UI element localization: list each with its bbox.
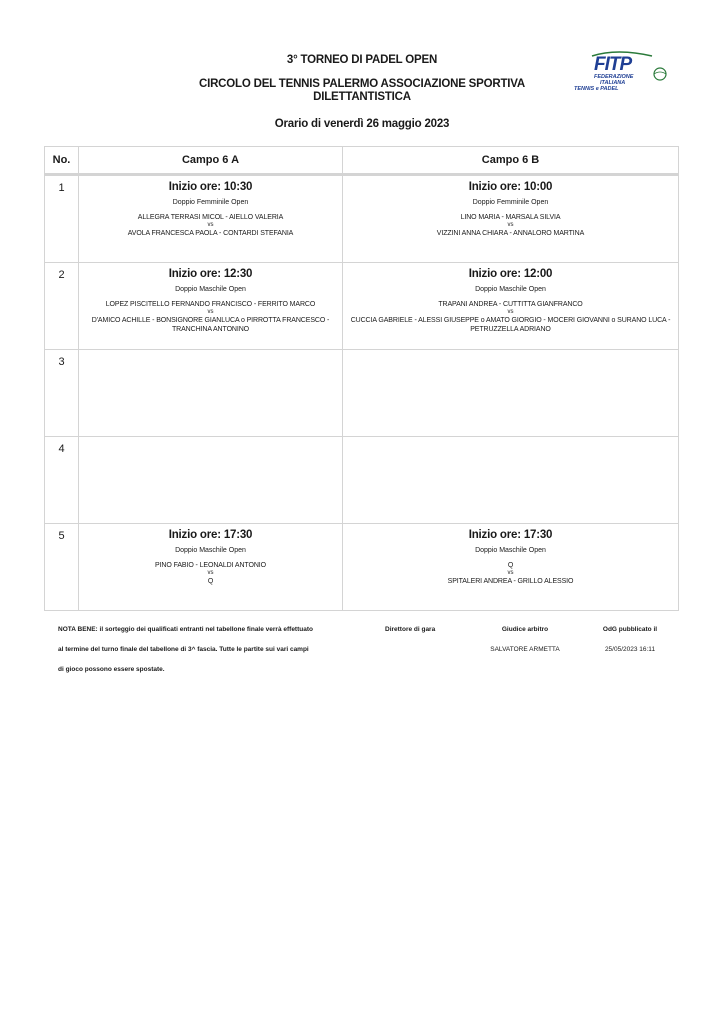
nota-line-2: al termine del turno finale del tabellone di 3^ fascia. Tutte le partite sui vari campi <box>58 646 309 653</box>
match-cell-court-b <box>343 175 679 263</box>
match-cell-court-b <box>343 350 679 437</box>
match-cell-court-a <box>79 175 343 263</box>
logo-sub2: ITALIANA <box>600 80 626 86</box>
match-category: Doppio Maschile Open <box>475 547 546 554</box>
header-court-b: Campo 6 B <box>343 147 679 175</box>
nota-bene <box>58 620 358 680</box>
versus: vs <box>507 309 514 315</box>
match-category: Doppio Maschile Open <box>475 286 546 293</box>
team-2: Q <box>207 578 214 585</box>
start-time: Inizio ore: 12:00 <box>468 268 553 280</box>
match-category: Doppio Femminile Open <box>172 199 249 206</box>
match-cell-court-a <box>79 350 343 437</box>
fitp-logo <box>572 50 672 100</box>
row-number: 1 <box>45 175 79 263</box>
table-header-row <box>45 147 679 175</box>
start-time: Inizio ore: 10:00 <box>468 181 553 193</box>
match-cell-court-b <box>343 437 679 524</box>
logo-sub3: TENNIS e PADEL <box>574 86 619 92</box>
club-name-line1: CIRCOLO DEL TENNIS PALERMO ASSOCIAZIONE SPORTIVA <box>198 78 526 90</box>
referee-label: Giudice arbitro <box>501 626 549 633</box>
table-row <box>45 175 679 263</box>
team-2: AVOLA FRANCESCA PAOLA - CONTARDI STEFANIA <box>127 230 294 237</box>
match-cell-court-b <box>343 263 679 350</box>
team-2: VIZZINI ANNA CHIARA - ANNALORO MARTINA <box>436 230 585 237</box>
logo-sub1: FEDERAZIONE <box>594 74 634 80</box>
team-1: Q <box>507 562 514 569</box>
header-no: No. <box>45 147 79 175</box>
match-cell-court-a <box>79 524 343 611</box>
team-1: PINO FABIO - LEONALDI ANTONIO <box>155 562 266 569</box>
nota-line-3: di gioco possono essere spostate. <box>58 666 165 673</box>
start-time: Inizio ore: 12:30 <box>168 268 253 280</box>
match-category: Doppio Maschile Open <box>175 547 246 554</box>
table-row <box>45 437 679 524</box>
row-number: 2 <box>45 263 79 350</box>
director-label: Direttore di gara <box>385 626 436 633</box>
versus: vs <box>207 222 214 228</box>
logo-text: FITP <box>594 54 632 75</box>
table-row <box>45 524 679 611</box>
header-court-a: Campo 6 A <box>79 147 343 175</box>
match-cell-court-a <box>79 263 343 350</box>
match-category: Doppio Femminile Open <box>472 199 549 206</box>
row-number: 5 <box>45 524 79 611</box>
start-time: Inizio ore: 17:30 <box>168 529 253 541</box>
team-2: SPITALERI ANDREA - GRILLO ALESSIO <box>447 578 574 585</box>
start-time: Inizio ore: 17:30 <box>468 529 553 541</box>
schedule-date: Orario di venerdì 26 maggio 2023 <box>274 118 450 130</box>
referee-value: SALVATORE ARMETTA <box>490 646 560 653</box>
start-time: Inizio ore: 10:30 <box>168 181 253 193</box>
row-number: 4 <box>45 437 79 524</box>
schedule-table <box>44 146 679 611</box>
nota-line-1: NOTA BENE: il sorteggio dei qualificati entranti nel tabellone finale verrà effettuato <box>58 626 313 633</box>
team-1: TRAPANI ANDREA - CUTTITTA GIANFRANCO <box>438 301 583 308</box>
team-1: LINO MARIA - MARSALA SILVIA <box>460 214 561 221</box>
club-name-line2: DILETTANTISTICA <box>313 91 411 103</box>
versus: vs <box>507 222 514 228</box>
table-row <box>45 263 679 350</box>
versus: vs <box>207 309 214 315</box>
table-row <box>45 350 679 437</box>
team-2: CUCCIA GABRIELE - ALESSI GIUSEPPE o AMATO GIORGIO - MOCERI GIOVANNI o SURANO LUCA - PETRUZZELLA ADRIANO <box>350 317 671 333</box>
published-label: OdG pubblicato il <box>602 626 658 633</box>
team-1: LOPEZ PISCITELLO FERNANDO FRANCISCO - FERRITO MARCO <box>105 301 316 308</box>
team-2: D'AMICO ACHILLE - BONSIGNORE GIANLUCA o PIRROTTA FRANCESCO - TRANCHINA ANTONINO <box>91 317 330 333</box>
tournament-title: 3° TORNEO DI PADEL OPEN <box>286 54 438 66</box>
row-number: 3 <box>45 350 79 437</box>
match-cell-court-a <box>79 437 343 524</box>
versus: vs <box>207 570 214 576</box>
versus: vs <box>507 570 514 576</box>
team-1: ALLEGRA TERRASI MICOL - AIELLO VALERIA <box>137 214 284 221</box>
match-cell-court-b <box>343 524 679 611</box>
published-value: 25/05/2023 16:11 <box>604 646 656 653</box>
match-category: Doppio Maschile Open <box>175 286 246 293</box>
